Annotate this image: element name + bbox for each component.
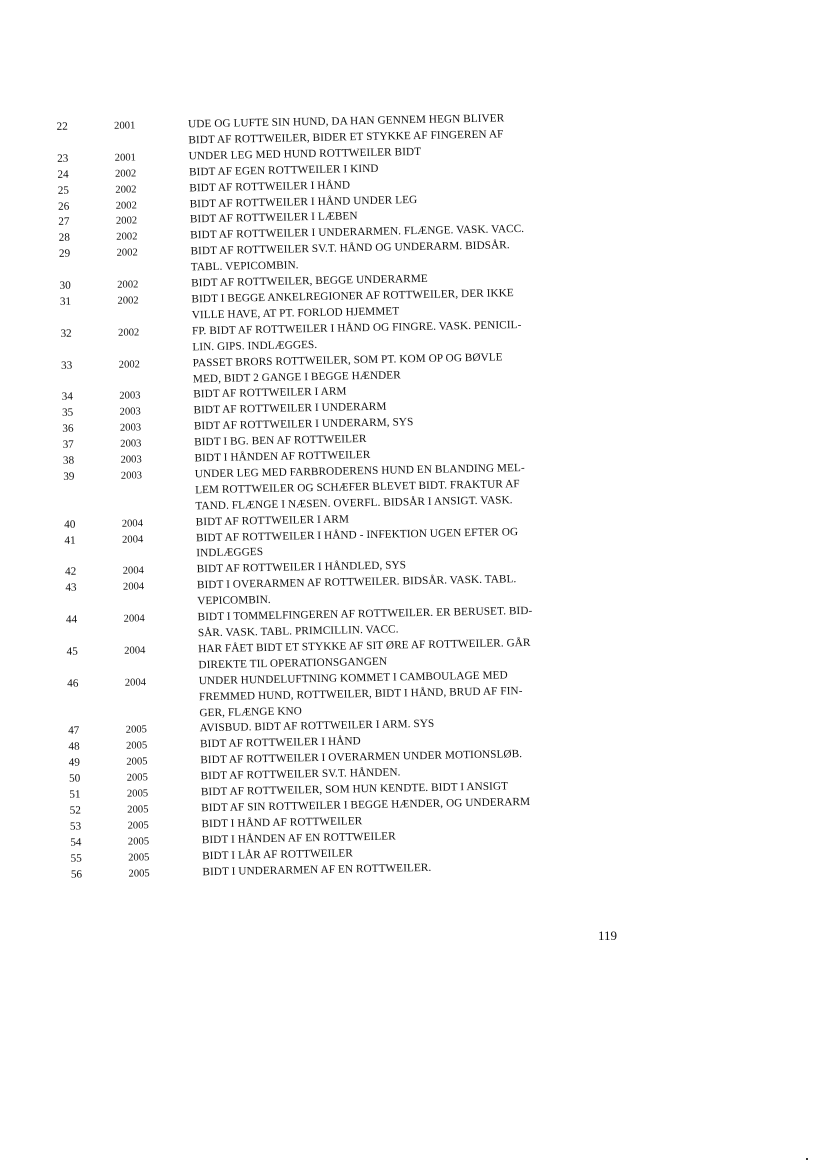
case-year: 2004: [124, 677, 147, 689]
case-year: 2002: [116, 247, 138, 260]
case-description: BIDT I BG. BEN AF ROTTWEILER: [194, 433, 367, 449]
case-year: 2002: [114, 168, 137, 180]
case-description: BIDT AF ROTTWEILER I HÅNDLED, SYS: [196, 559, 407, 576]
case-year: 2005: [126, 772, 148, 784]
case-description: BIDT AF ROTTWEILER I OVERARMEN UNDER MOTIONSLØB.: [200, 748, 523, 767]
case-number: 27: [58, 216, 70, 229]
case-number: 54: [70, 836, 82, 849]
case-year: 2004: [124, 645, 146, 657]
case-number: 32: [60, 327, 72, 340]
case-number: 23: [57, 152, 69, 165]
case-description: BIDT I BEGGE ANKELREGIONER AF ROTTWEILER, DER IKKE VILLE HAVE, AT PT. FORLOD HJEMMET: [191, 287, 514, 322]
case-list: [52, 109, 627, 883]
case-number: 52: [69, 804, 81, 817]
case-year: 2005: [127, 820, 149, 832]
case-description: BIDT I HÅNDEN AF ROTTWEILER: [194, 448, 371, 465]
case-year: 2005: [126, 788, 149, 800]
case-year: 2001: [114, 120, 136, 132]
case-year: 2005: [126, 756, 148, 768]
case-year: 2005: [125, 740, 148, 753]
case-number: 42: [64, 565, 77, 579]
case-year: 2003: [120, 438, 142, 450]
case-description: HAR FÅET BIDT ET STYKKE AF SIT ØRE AF ROTTWEILER. GÅR DIREKTE TIL OPERATIONSGANGEN: [198, 636, 531, 672]
case-description: PASSET BRORS ROTTWEILER, SOM PT. KOM OP OG BØVLE MED, BIDT 2 GANGE I BEGGE HÆNDER: [192, 350, 503, 385]
case-year: 2004: [123, 613, 145, 625]
case-number: 45: [66, 645, 78, 658]
case-number: 28: [58, 232, 70, 245]
case-year: 2004: [122, 565, 144, 578]
case-number: 34: [61, 391, 74, 404]
case-number: 53: [69, 820, 82, 833]
case-description: BIDT AF SIN ROTTWEILER I BEGGE HÆNDER, OG UNDERARM: [201, 795, 531, 815]
case-year: 2002: [115, 184, 137, 196]
case-description: BIDT I HÅND AF ROTTWEILER: [201, 815, 363, 831]
case-number: 35: [61, 406, 74, 420]
case-number: 25: [57, 184, 70, 197]
case-number: 49: [68, 756, 81, 770]
case-description: UDE OG LUFTE SIN HUND, DA HAN GENNEM HEGN BLIVER BIDT AF ROTTWEILER, BIDER ET STYKKE AF FINGEREN AF: [187, 112, 505, 147]
case-year: 2002: [117, 279, 139, 291]
case-number: 36: [62, 422, 74, 436]
case-description: BIDT AF ROTTWEILER SV.T. HÅND OG UNDERARM. BIDSÅR. TABL. VEPICOMBIN.: [190, 239, 510, 274]
case-number: 38: [62, 454, 75, 467]
case-number: 56: [70, 868, 83, 881]
case-description: BIDT I LÅR AF ROTTWEILER: [202, 847, 353, 862]
case-year: 2003: [119, 390, 141, 403]
case-description: BIDT AF ROTTWEILER I UNDERARM, SYS: [193, 416, 414, 433]
case-description: BIDT AF ROTTWEILER I ARM: [193, 385, 347, 401]
case-year: 2001: [114, 152, 137, 164]
case-number: 41: [64, 534, 76, 547]
case-number: 50: [68, 772, 81, 785]
case-description: UNDER HUNDELUFTNING KOMMET I CAMBOULAGE MED FREMMED HUND, ROTTWEILER, BIDT I HÅND, BRUD AF FIN- GER, FLÆNGE KNO: [198, 669, 523, 719]
case-year: 2004: [121, 533, 144, 546]
case-description: FP. BIDT AF ROTTWEILER I HÅND OG FINGRE. VASK. PENICIL- LIN. GIPS. INDLÆGGES.: [191, 318, 522, 354]
case-year: 2002: [117, 327, 140, 339]
case-description: BIDT AF EGEN ROTTWEILER I KIND: [188, 162, 379, 179]
case-number: 44: [65, 613, 78, 626]
case-number: 22: [56, 120, 68, 133]
case-year: 2003: [119, 422, 142, 434]
case-year: 2004: [122, 581, 145, 594]
case-year: 2002: [115, 215, 138, 228]
case-year: 2005: [127, 804, 149, 816]
case-year: 2002: [116, 231, 138, 244]
case-description: BIDT AF ROTTWEILER I ARM: [195, 513, 350, 528]
case-description: BIDT I TOMMELFINGEREN AF ROTTWEILER. ER BERUSET. BID- SÅR. VASK. TABL. PRIMCILLIN. VACC.: [197, 604, 533, 640]
case-description: BIDT AF ROTTWEILER SV.T. HÅNDEN.: [200, 766, 401, 783]
case-description: BIDT AF ROTTWEILER I HÅND: [189, 178, 351, 195]
case-year: 2003: [120, 470, 143, 482]
case-number: 48: [68, 740, 80, 754]
case-year: 2003: [120, 454, 142, 466]
case-description: BIDT AF ROTTWEILER I HÅND UNDER LEG: [189, 193, 418, 210]
case-description: AVISBUD. BIDT AF ROTTWEILER I ARM. SYS: [199, 718, 435, 735]
case-number: 37: [62, 438, 74, 451]
case-year: 2002: [117, 295, 139, 307]
case-number: 24: [57, 168, 69, 181]
case-number: 33: [61, 359, 73, 372]
case-description: BIDT AF ROTTWEILER I UNDERARMEN. FLÆNGE. VASK. VACC.: [190, 223, 525, 242]
case-description: BIDT I HÅNDEN AF EN ROTTWEILER: [201, 830, 396, 847]
case-number: 31: [59, 295, 72, 308]
case-number: 30: [59, 279, 71, 292]
case-description: UNDER LEG MED HUND ROTTWEILER BIDT: [188, 145, 422, 163]
case-number: 46: [67, 677, 79, 690]
scan-speck: [806, 1158, 808, 1160]
case-number: 47: [68, 725, 80, 738]
case-description: BIDT I OVERARMEN AF ROTTWEILER. BIDSÅR. VASK. TABL. VEPICOMBIN.: [196, 573, 517, 608]
case-number: 55: [70, 852, 82, 865]
case-description: BIDT AF ROTTWEILER I HÅND: [199, 735, 361, 751]
case-year: 2005: [128, 851, 150, 864]
case-number: 43: [65, 581, 77, 595]
case-description: BIDT AF ROTTWEILER, SOM HUN KENDTE. BIDT I ANSIGT: [200, 780, 509, 799]
case-number: 29: [58, 247, 71, 261]
case-description: BIDT AF ROTTWEILER I UNDERARM: [193, 400, 387, 417]
page-number: 119: [598, 928, 618, 943]
case-year: 2002: [118, 358, 141, 371]
case-number: 39: [63, 470, 75, 483]
case-description: BIDT AF ROTTWEILER, BEGGE UNDERARME: [191, 272, 428, 290]
case-description: BIDT AF ROTTWEILER I LÆBEN: [189, 210, 358, 226]
case-year: 2004: [121, 517, 144, 530]
case-description: UNDER LEG MED FARBRODERENS HUND EN BLANDING MEL- LEM ROTTWEILER OG SCHÆFER BLEVET BIDT. FRAKTUR AF TAND. FLÆNGE I NÆSEN. OVERFL. BIDSÅR I ANSIGT. VASK.: [194, 461, 525, 513]
case-year: 2005: [127, 836, 150, 848]
case-description: BIDT AF ROTTWEILER I HÅND - INFEKTION UGEN EFTER OG INDLÆGGES: [195, 525, 519, 560]
case-number: 51: [69, 788, 81, 801]
case-description: BIDT I UNDERARMEN AF EN ROTTWEILER.: [202, 861, 432, 878]
case-year: 2005: [125, 724, 148, 737]
case-number: 40: [64, 518, 76, 531]
case-year: 2002: [115, 199, 137, 212]
case-number: 26: [57, 200, 70, 213]
case-year: 2005: [128, 867, 150, 880]
case-year: 2003: [119, 406, 141, 419]
